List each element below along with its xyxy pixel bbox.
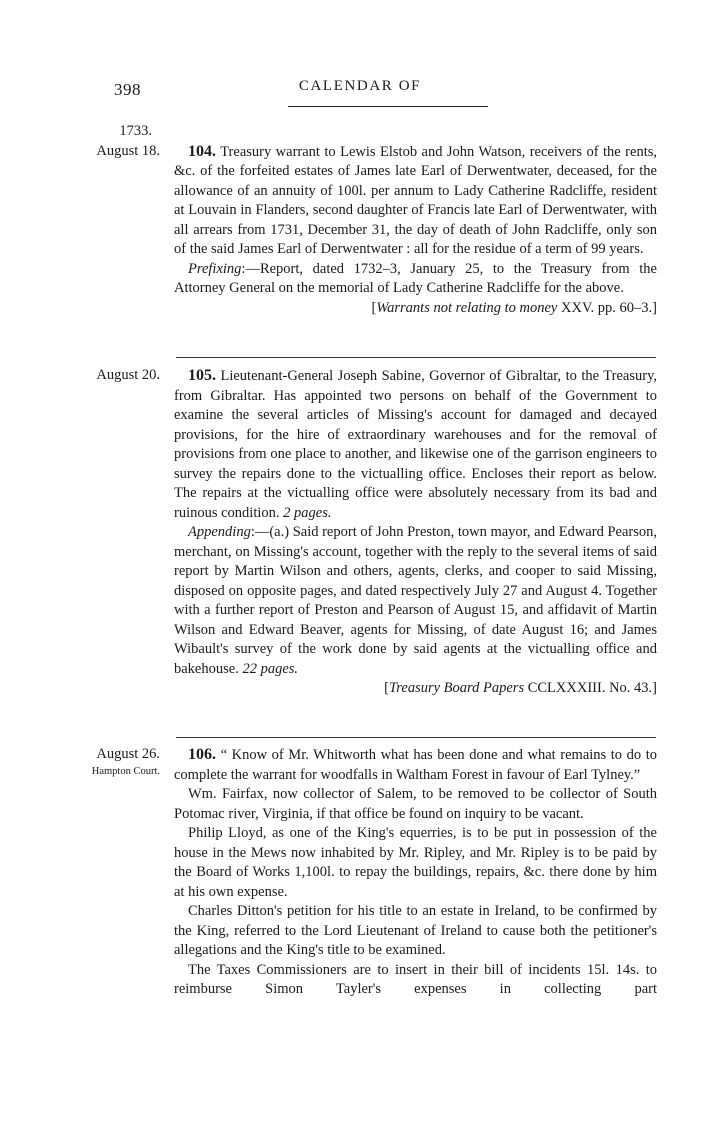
margin-date: August 20. xyxy=(96,367,160,383)
source-bracket: [ xyxy=(371,299,377,316)
margin-note xyxy=(56,366,160,386)
appending-text: :—(a.) Said report of John Preston, town mayor, and Edward Pearson, merchant, on Missing's account, together with the reply to the several items of said report by Martin Wilson and others, agents, clerks, and cooper to said Missing, disposed on opposite pages, and dated respectively July 27 and August 4. Together with a further report of Preston and Pearson of August 15, and affidavit of Martin Wilson and Edward Beaver, agents for Missing, of date August 16; and James Wibault's survey of the work done by said agents at the victualling office and bakehouse. xyxy=(174,524,657,677)
entry-text: “ Know of Mr. Whitworth what has been done and what remains to do to complete the warrant for woodfalls in Waltham Forest in favour of Earl Tylney.” xyxy=(174,747,658,783)
running-title: CALENDAR OF xyxy=(298,78,422,94)
section-rule xyxy=(176,357,656,358)
source-reference xyxy=(174,299,657,319)
source-reference xyxy=(174,679,657,699)
source-bracket: [ xyxy=(384,680,390,696)
appending-label: Appending xyxy=(188,524,251,540)
pages-note: 2 pages. xyxy=(283,504,332,521)
source-title: Treasury Board Papers xyxy=(389,680,525,696)
section-rule xyxy=(176,737,656,738)
page-number: 398 xyxy=(114,80,141,99)
entry-paragraph xyxy=(174,366,657,523)
margin-note xyxy=(56,122,160,161)
entry-number: 106. xyxy=(188,746,216,763)
entry-paragraph: Philip Lloyd, as one of the King's equerries, is to be put in possession of the house in the Mews now inhabited by Mr. Ripley, and Mr. Ripley is to be paid by the Board of Works 1,100l. to repay the buildings, repairs, &c. there done by him at his own expense. xyxy=(174,825,657,900)
entry-body xyxy=(174,745,657,1000)
prefix-text: :—Report, dated 1732–3, January 25, to the Treasury from the Attorney General on the memorial of Lady Catherine Radcliffe for the above. xyxy=(174,260,657,296)
prefix-paragraph xyxy=(174,260,657,299)
margin-year: 1733. xyxy=(119,123,152,139)
margin-date: August 26. xyxy=(96,746,160,762)
entry-text: Lieutenant-General Joseph Sabine, Governor of Gibraltar, to the Treasury, from Gibraltar. Has appointed two persons on behalf of the Government to examine the several articles of Missing's account for damaged and decayed provisions, for the hire of extraordinary warehouses and for the removal of provisions from one place to another, and likewise one of the garrison engineers to survey the repairs done to the victualling office. Encloses their report as below. The repairs at the victualling office were absolutely necessary from its bad and ruinous condition. xyxy=(174,368,658,521)
appending-paragraph xyxy=(174,523,657,679)
entry-paragraph: Wm. Fairfax, now collector of Salem, to be removed to be collector of South Potomac river, Virginia, if that office be found on inquiry to be vacant. xyxy=(174,786,657,822)
entry-body xyxy=(174,366,657,699)
appending-pages: 22 pages. xyxy=(242,660,299,677)
entry-text: Treasury warrant to Lewis Elstob and John Watson, receivers of the rents, &c. of the forfeited estates of James late Earl of Derwentwater, deceased, for the allowance of an annuity of 100l. per annum to Lady Catherine Radcliffe, resident at Louvain in Flanders, second daughter of Francis late Earl of Derwentwater, with all arrears from 1731, December 31, the day of death of John Radcliffe, only son of the said James Earl of Derwentwater : all for the residue of a term of 99 years. xyxy=(174,143,657,257)
margin-place: Hampton Court. xyxy=(91,765,160,777)
header-rule xyxy=(288,106,488,107)
entry-number: 104. xyxy=(188,142,216,160)
entry-paragraph: The Taxes Commissioners are to insert in their bill of incidents 15l. 14s. to reimburse Simon Tayler's expenses in collecting part xyxy=(174,961,657,997)
source-title: Warrants not relating to money xyxy=(376,299,558,316)
source-volume: CCLXXXIII. No. 43.] xyxy=(524,680,657,696)
entry-body xyxy=(174,142,657,319)
margin-date: August 18. xyxy=(96,142,160,159)
entry-paragraph xyxy=(174,142,657,260)
source-volume: XXV. pp. 60–3.] xyxy=(557,299,657,316)
prefix-label: Prefixing xyxy=(188,260,242,277)
entry-paragraph: Charles Ditton's petition for his title to an estate in Ireland, to be confirmed by the King, referred to the Lord Lieutenant of Ireland to cause both the petitioner's allegations and the King's title to be examined. xyxy=(174,903,657,958)
margin-note xyxy=(56,745,160,779)
entry-paragraph xyxy=(174,745,657,785)
entry-number: 105. xyxy=(188,367,216,384)
